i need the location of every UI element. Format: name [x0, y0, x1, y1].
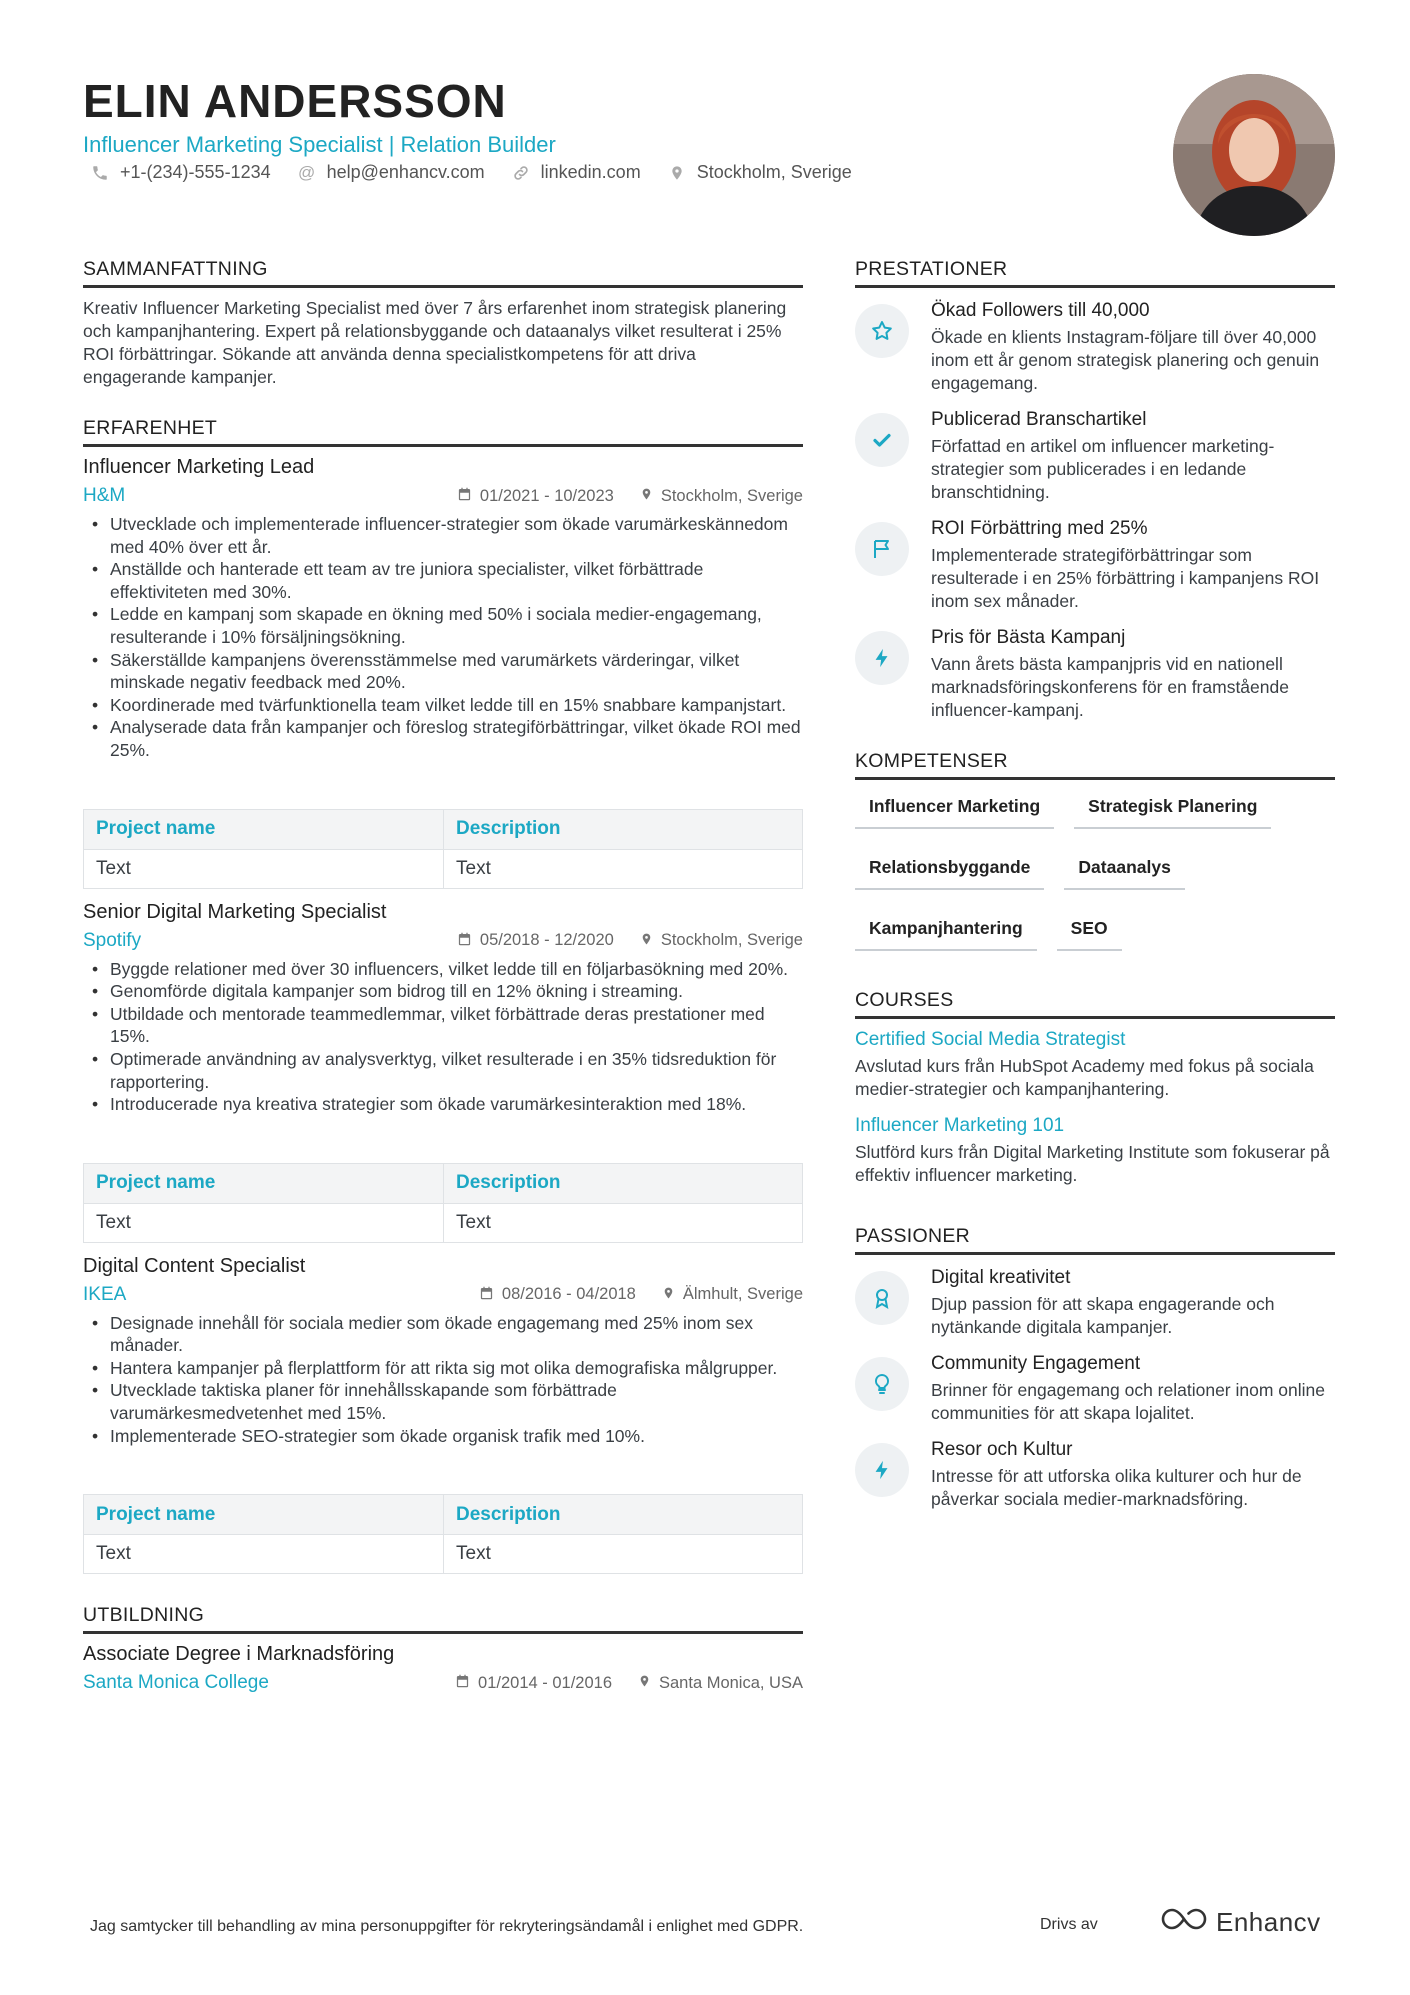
- passions-section: [855, 1225, 1335, 1511]
- location-text: Stockholm, Sverige: [660, 486, 803, 505]
- contact-location: [667, 162, 852, 183]
- course-desc: Slutförd kurs från Digital Marketing Institute som fokuserar på effektiv influencer marketing.: [855, 1142, 1330, 1185]
- job-meta-right: [479, 1285, 803, 1305]
- bullet-item: • Introducerade nya kreativa strategier som ökade varumärkesinteraktion med 18%.: [83, 1093, 803, 1116]
- bullet-item: • Anställde och hanterade ett team av tre juniora specialister, vilket förbättrade effektiviteten med 30%.: [83, 558, 803, 603]
- skills-section: [855, 750, 1335, 951]
- job-location: [640, 931, 803, 951]
- job-meta: [83, 930, 803, 952]
- linkedin-text: linkedin.com: [540, 162, 641, 182]
- table-header-row: [84, 1495, 803, 1535]
- calendar-icon: [457, 486, 472, 506]
- check-icon: [855, 413, 909, 467]
- education-section: [83, 1604, 803, 1694]
- table-header-row: [84, 809, 803, 849]
- table-cell: Text: [84, 1535, 444, 1574]
- star-icon: [855, 304, 909, 358]
- achievement-desc: Ökade en klients Instagram-följare till över 40,000 inom ett år genom strategisk planering och genuin engagemang.: [931, 327, 1320, 393]
- achievement-body: [931, 627, 1335, 722]
- skill-tag: Dataanalys: [1064, 857, 1184, 890]
- experience-section: [83, 417, 803, 1574]
- brand-name: Enhancv: [1216, 1907, 1321, 1937]
- phone-text: +1-(234)-555-1234: [120, 162, 271, 182]
- dates-text: 01/2014 - 01/2016: [478, 1673, 612, 1692]
- job-title: Senior Digital Marketing Specialist: [83, 900, 387, 923]
- right-column: [855, 258, 1335, 1511]
- education-location: [638, 1673, 803, 1693]
- project-name-header: Project name: [84, 1495, 444, 1535]
- achievement-body: [931, 518, 1335, 613]
- bullet-item: • Analyserade data från kampanjer och föreslog strategiförbättringar, vilket ökade ROI med 25%.: [83, 716, 803, 761]
- job-bullets: [83, 958, 803, 1116]
- contact-linkedin[interactable]: [511, 162, 641, 183]
- skill-tag: Strategisk Planering: [1074, 796, 1271, 829]
- achievement-title: Ökad Followers till 40,000: [931, 300, 1150, 321]
- achievement-body: [931, 300, 1335, 395]
- bullet-item: • Hantera kampanjer på flerplattform för att rikta sig mot olika demografiska målgrupper.: [83, 1357, 803, 1380]
- job-title: Influencer Marketing Lead: [83, 456, 315, 478]
- bullet-item: • Säkerställde kampanjens överensstämmelse med varumärkets värderingar, vilket minskade negativ feedback med 20%.: [83, 649, 803, 694]
- achievement-item: [855, 300, 1335, 395]
- education-heading: UTBILDNING: [83, 1604, 803, 1634]
- infinity-logo-icon: [1160, 1906, 1208, 1939]
- location-text: Santa Monica, USA: [659, 1673, 803, 1692]
- job-entry: [83, 901, 803, 1243]
- brand-logo[interactable]: [1160, 1906, 1321, 1939]
- link-icon: [511, 163, 531, 183]
- passion-item: [855, 1353, 1335, 1425]
- skill-tag: Relationsbyggande: [855, 857, 1044, 890]
- bullet-item: • Utvecklade taktiska planer för innehållsskapande som förbättrade varumärkesmedvetenhet med 15%.: [83, 1379, 803, 1424]
- flag-icon: [855, 522, 909, 576]
- course-title: Influencer Marketing 101: [855, 1115, 1065, 1136]
- bullet-item: • Designade innehåll för sociala medier som ökade engagemang med 25% inom sex månader.: [83, 1312, 803, 1357]
- project-table: [83, 809, 803, 889]
- achievement-desc: Vann årets bästa kampanjpris vid en nationell marknadsföringskonferens för en framstående influencer-kampanj.: [931, 654, 1289, 720]
- job-title: Digital Content Specialist: [83, 1254, 306, 1277]
- passion-desc: Djup passion för att skapa engagerande och nytänkande digitala kampanjer.: [931, 1294, 1275, 1337]
- achievement-item: [855, 409, 1335, 504]
- table-cell: Text: [444, 1535, 803, 1574]
- achievement-desc: Författad en artikel om influencer marketing-strategier som publicerades i en ledande branschtidning.: [931, 436, 1275, 502]
- candidate-name: ELIN ANDERSSON: [83, 75, 507, 127]
- bullet-item: • Utvecklade och implementerade influencer-strategier som ökade varumärkeskännedom med 40% över ett år.: [83, 513, 803, 558]
- calendar-icon: [457, 931, 472, 951]
- avatar: [1173, 74, 1335, 236]
- education-meta-right: [455, 1673, 803, 1693]
- experience-heading: ERFARENHET: [83, 417, 803, 447]
- bullet-item: • Ledde en kampanj som skapade en ökning med 50% i sociala medier-engagemang, resulterande i 10% försäljningsökning.: [83, 603, 803, 648]
- description-header: Description: [444, 809, 803, 849]
- achievement-body: [931, 409, 1335, 504]
- degree-title: Associate Degree i Marknadsföring: [83, 1643, 395, 1666]
- location-text: Stockholm, Sverige: [660, 931, 803, 950]
- project-name-header: Project name: [84, 1163, 444, 1203]
- education-dates: [455, 1673, 612, 1693]
- table-cell: Text: [444, 849, 803, 888]
- summary-heading: SAMMANFATTNING: [83, 258, 803, 288]
- bullet-item: • Implementerade SEO-strategier som ökade organisk trafik med 10%.: [83, 1425, 803, 1448]
- at-icon: @: [297, 162, 316, 182]
- passion-desc: Intresse för att utforska olika kulturer och hur de påverkar sociala medier-marknadsföring.: [931, 1466, 1302, 1509]
- dates-text: 05/2018 - 12/2020: [479, 931, 614, 950]
- passion-item: [855, 1439, 1335, 1511]
- course-title: Certified Social Media Strategist: [855, 1029, 1126, 1050]
- table-cell: Text: [84, 849, 444, 888]
- lightbulb-icon: [855, 1357, 909, 1411]
- project-table: [83, 1163, 803, 1243]
- job-entry: [83, 1255, 803, 1575]
- location-pin-icon: [662, 1285, 675, 1305]
- powered-by-label: Drivs av: [1040, 1916, 1098, 1933]
- bullet-item: • Optimerade användning av analysverktyg, vilket resulterade i en 35% tidsreduktion för rapportering.: [83, 1048, 803, 1093]
- achievement-item: [855, 627, 1335, 722]
- skill-tag: Influencer Marketing: [855, 796, 1054, 829]
- location-pin-icon: [638, 1673, 651, 1693]
- table-row: [84, 1535, 803, 1574]
- courses-section: [855, 989, 1335, 1187]
- dates-text: 08/2016 - 04/2018: [501, 1285, 636, 1304]
- table-row: [84, 849, 803, 888]
- contact-phone[interactable]: [90, 162, 271, 183]
- calendar-icon: [455, 1673, 470, 1693]
- lightning-icon: [855, 631, 909, 685]
- passion-body: [931, 1267, 1335, 1339]
- email-text: help@enhancv.com: [326, 162, 485, 182]
- achievements-section: [855, 258, 1335, 722]
- achievement-title: Pris för Bästa Kampanj: [931, 627, 1126, 648]
- achievement-title: Publicerad Branschartikel: [931, 409, 1147, 430]
- location-pin-icon: [640, 486, 653, 506]
- phone-icon: [90, 163, 110, 183]
- job-meta: [83, 485, 803, 507]
- dates-text: 01/2021 - 10/2023: [479, 486, 614, 505]
- achievement-item: [855, 518, 1335, 613]
- job-bullets: [83, 513, 803, 762]
- school-name: Santa Monica College: [83, 1672, 269, 1694]
- course-desc: Avslutad kurs från HubSpot Academy med fokus på sociala medier-strategier och kampanjhantering.: [855, 1056, 1314, 1099]
- job-dates: [479, 1285, 636, 1305]
- company-name: H&M: [83, 485, 126, 506]
- table-header-row: [84, 1163, 803, 1203]
- table-cell: Text: [84, 1203, 444, 1242]
- gdpr-consent: Jag samtycker till behandling av mina personuppgifter för rekryteringsändamål i enlighet med GDPR.: [90, 1918, 804, 1935]
- contact-email[interactable]: [297, 162, 485, 183]
- bullet-item: • Genomförde digitala kampanjer som bidrog till en 12% ökning i streaming.: [83, 980, 803, 1003]
- lightning-icon: [855, 1443, 909, 1497]
- passion-body: [931, 1353, 1335, 1425]
- bullet-item: • Utbildade och mentorade teammedlemmar, vilket förbättrade deras prestationer med 15%.: [83, 1003, 803, 1048]
- company-name: IKEA: [83, 1283, 127, 1305]
- job-meta: [83, 1284, 803, 1306]
- bullet-item: • Byggde relationer med över 30 influencers, vilket ledde till en följarbasökning med 20%.: [83, 958, 803, 981]
- job-entry: [83, 456, 803, 889]
- job-meta-right: [457, 486, 803, 506]
- location-pin-icon: [667, 163, 687, 183]
- location-pin-icon: [640, 931, 653, 951]
- award-icon: [855, 1271, 909, 1325]
- project-name-header: Project name: [84, 809, 444, 849]
- courses-heading: COURSES: [855, 989, 1335, 1019]
- skills-list: [855, 796, 1335, 951]
- location-text: Stockholm, Sverige: [696, 162, 852, 182]
- passions-heading: PASSIONER: [855, 1225, 1335, 1255]
- company-name: Spotify: [83, 929, 142, 951]
- location-text: Älmhult, Sverige: [682, 1285, 803, 1304]
- achievement-title: ROI Förbättring med 25%: [931, 518, 1148, 539]
- passion-title: Community Engagement: [931, 1353, 1141, 1374]
- candidate-role: Influencer Marketing Specialist | Relation Builder: [83, 132, 556, 157]
- summary-text: Kreativ Influencer Marketing Specialist med över 7 års erfarenhet inom strategisk planering och kampanjhantering. Expert på relationsbyggande och dataanalys vilket resulterat i 25% ROI förbättringar. Sökande att använda denna specialistkompetens för att driva engagerande kampanjer.: [83, 298, 787, 387]
- skill-tag: Kampanjhantering: [855, 918, 1037, 951]
- passion-desc: Brinner för engagemang och relationer inom online communities för att skapa lojalitet.: [931, 1380, 1325, 1423]
- achievements-heading: PRESTATIONER: [855, 258, 1335, 288]
- passion-title: Digital kreativitet: [931, 1267, 1071, 1288]
- summary-section: [83, 258, 803, 389]
- passion-body: [931, 1439, 1335, 1511]
- job-location: [640, 486, 803, 506]
- skills-heading: KOMPETENSER: [855, 750, 1335, 780]
- project-table: [83, 1494, 803, 1574]
- table-cell: Text: [444, 1203, 803, 1242]
- education-meta: [83, 1672, 803, 1694]
- calendar-icon: [479, 1285, 494, 1305]
- passion-title: Resor och Kultur: [931, 1439, 1073, 1460]
- left-column: [83, 258, 803, 1694]
- job-bullets: [83, 1312, 803, 1448]
- table-row: [84, 1203, 803, 1242]
- skill-tag: SEO: [1057, 918, 1122, 951]
- passion-item: [855, 1267, 1335, 1339]
- job-meta-right: [457, 931, 803, 951]
- job-dates: [457, 486, 614, 506]
- bullet-item: • Koordinerade med tvärfunktionella team vilket ledde till en 15% snabbare kampanjstart.: [83, 694, 803, 717]
- description-header: Description: [444, 1163, 803, 1203]
- job-dates: [457, 931, 614, 951]
- job-location: [662, 1285, 803, 1305]
- description-header: Description: [444, 1495, 803, 1535]
- contact-row: [90, 162, 852, 183]
- achievement-desc: Implementerade strategiförbättringar som resulterade i en 25% förbättring i kampanjens ROI inom sex månader.: [931, 545, 1320, 611]
